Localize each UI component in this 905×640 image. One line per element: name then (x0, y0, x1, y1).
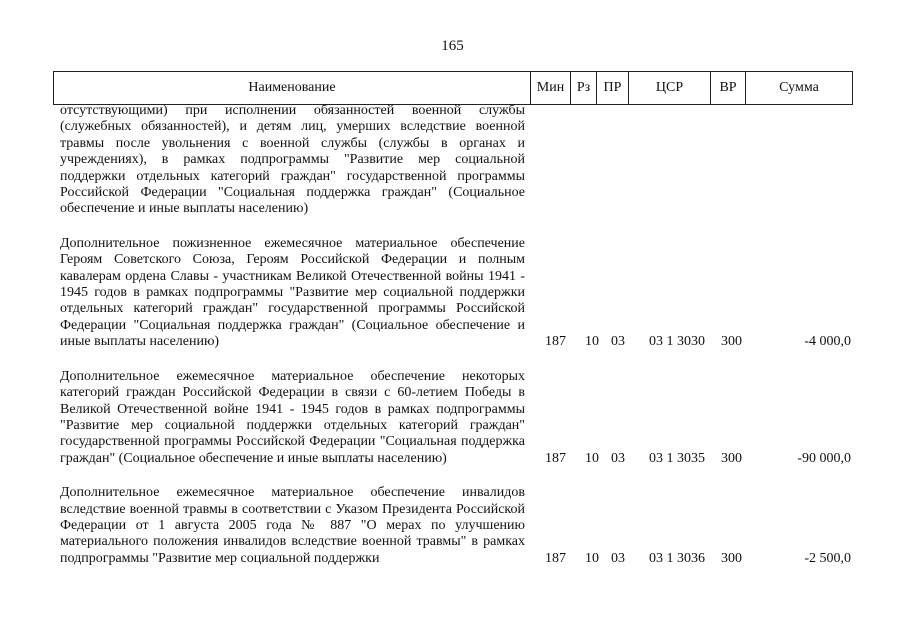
header-csr: ЦСР (628, 72, 710, 104)
row-csr: 03 1 3030 (649, 334, 705, 350)
row-vr: 300 (721, 334, 742, 350)
header-name: Наименование (53, 72, 530, 104)
header-pr: ПР (596, 72, 628, 104)
header-rz: Рз (570, 72, 596, 104)
row-sum: -90 000,0 (797, 450, 851, 466)
row-rz: 10 (585, 450, 599, 466)
row-min: 187 (545, 450, 566, 466)
row-rz: 10 (585, 334, 599, 350)
row-rz: 10 (585, 550, 599, 566)
table-row (60, 236, 860, 351)
row-min: 187 (545, 334, 566, 350)
table-row (60, 103, 860, 218)
header-vr: ВР (710, 72, 745, 104)
row-csr: 03 1 3036 (649, 550, 705, 566)
header-min: Мин (530, 72, 570, 104)
row-min: 187 (545, 550, 566, 566)
row-name: Дополнительное пожизненное ежемесячное материальное обеспечение Героям Советского Союза, Героям Российской Федерации и полным кавалерам ордена Славы - участникам Великой Отечественной войны 1941 - 1945 годов в рамках подпрограммы "Развитие мер социальной поддержки отдельных категорий граждан" государственной программы Российской Федерации "Социальная поддержка граждан" (Социальное обеспечение и иные выплаты населению) (60, 235, 525, 350)
row-vr: 300 (721, 450, 742, 466)
row-name: Дополнительное ежемесячное материальное обеспечение инвалидов вследствие военной травмы в соответствии с Указом Президента Российской Федерации от 1 августа 2005 года № 887 "О мерах по улучшению материального положения инвалидов вследствие военной травмы" в рамках подпрограммы "Развитие мер социальной поддержки (60, 485, 525, 566)
page-number: 165 (441, 38, 464, 54)
row-pr: 03 (611, 550, 625, 566)
row-sum: -2 500,0 (804, 550, 851, 566)
row-sum: -4 000,0 (804, 334, 851, 350)
row-name: отсутствующими) при исполнении обязанностей военной службы (служебных обязанностей), и детям лиц, умерших вследствие военной травмы после увольнения с военной службы (службы в органах и учреждениях), в рамках подпрограммы "Развитие мер социальной поддержки отдельных категорий граждан" государственной программы Российской Федерации "Социальная поддержка граждан" (Социальное обеспечение и иные выплаты населению) (60, 103, 525, 217)
row-vr: 300 (721, 550, 742, 566)
table-row (60, 369, 860, 467)
row-pr: 03 (611, 450, 625, 466)
table-header (53, 71, 853, 105)
row-name: Дополнительное ежемесячное материальное обеспечение некоторых категорий граждан Российской Федерации в связи с 60-летием Победы в Великой Отечественной войне 1941 - 1945 годов в рамках подпрограммы "Развитие мер социальной поддержки отдельных категорий граждан" государственной программы Российской Федерации "Социальная поддержка граждан" (Социальное обеспечение и иные выплаты населению) (60, 368, 525, 466)
table-body (60, 103, 860, 567)
header-sum: Сумма (745, 72, 853, 104)
row-pr: 03 (611, 334, 625, 350)
row-csr: 03 1 3035 (649, 450, 705, 466)
table-row (60, 485, 860, 567)
